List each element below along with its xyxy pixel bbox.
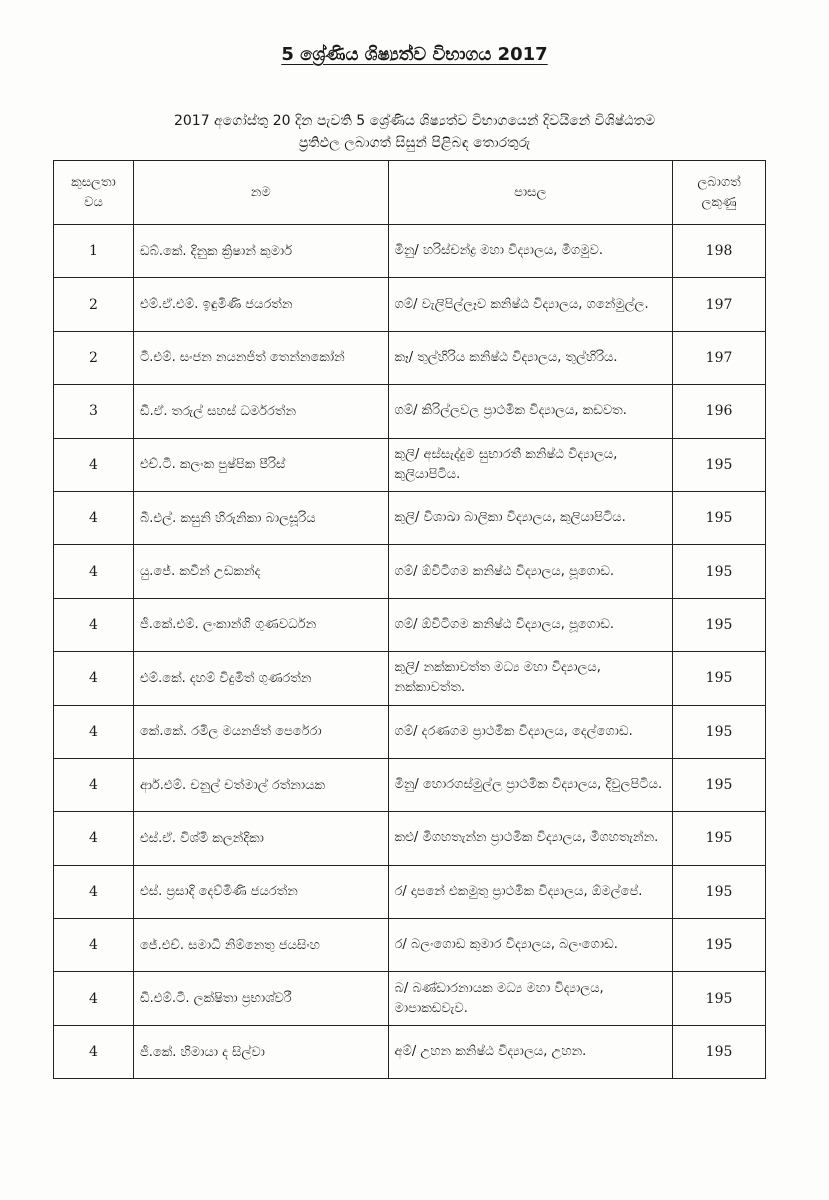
school-cell: ගම්/ දරණගම ප්‍රාථමික විද්‍යාලය, දෙල්ගොඩ. [388,705,673,758]
rank-cell: 4 [54,1025,134,1078]
header-rank-line-1: කුසලතා [71,174,116,190]
school-cell: කුලි/ අස්සැද්දුම සුභාරතී කනිෂ්ඨ විද්‍යාලය, කුලියාපිටිය. [388,438,673,491]
table-row [54,225,766,278]
marks-cell: 195 [673,812,766,865]
marks-cell: 195 [673,865,766,918]
rank-cell: 3 [54,385,134,438]
table-row [54,545,766,598]
header-school: පාසල [388,161,673,225]
table-row [54,385,766,438]
table-row [54,758,766,811]
results-table [53,160,766,1079]
school-cell: අම්/ උහන කනිෂ්ඨ විද්‍යාලය, උහන. [388,1025,673,1078]
name-cell: එම්.කේ. දහම් විදුමිත් ගුණරත්න [133,652,388,705]
header-rank-line-2: වය [84,194,103,210]
marks-cell: 195 [673,652,766,705]
school-cell: ර/ බලංගොඩ කුමාර විද්‍යාලය, බලංගොඩ. [388,919,673,972]
subtitle-line-1: 2017 අගෝස්තු 20 දින පැවති 5 ශ්‍රේණිය ශිෂ්‍යත්ව විභාගයෙන් දිවයිනේ විශිෂ්ඨතම [173,113,656,129]
table-row [54,705,766,758]
school-cell: බ/ බණ්ඩාරනායක මධ්‍ය මහා විද්‍යාලය, මාපාකඩවැව. [388,972,673,1025]
table-row [54,491,766,544]
header-marks [673,161,766,225]
rank-cell: 4 [54,865,134,918]
marks-cell: 195 [673,972,766,1025]
school-cell: ගම්/ වැලිපිල්ලෑව කනිෂ්ඨ විද්‍යාලය, ගනේමුල්ල. [388,278,673,331]
name-cell: ඩබ්.කේ. දිනුක ක්‍රිෂාන් කුමාර් [133,225,388,278]
table-row [54,652,766,705]
school-cell: කුලි/ විශාඛා බාලිකා විද්‍යාලය, කුලියාපිටිය. [388,491,673,544]
name-cell: ජී.කේ.එම්. ලංකාන්ගි ගුණවර්ධන [133,598,388,651]
header-marks-line-2: ලකුණු [701,194,737,210]
rank-cell: 2 [54,278,134,331]
name-cell: ආර්.එම්. චනුල් චත්මාල් රත්නායක [133,758,388,811]
name-cell: ඩී.එම්.ටී. ලක්ෂිතා ප්‍රභාශ්වරී [133,972,388,1025]
marks-cell: 195 [673,598,766,651]
rank-cell: 4 [54,919,134,972]
school-cell: ගම්/ ඕවිටිගම කනිෂ්ඨ විද්‍යාලය, පූගොඩ. [388,598,673,651]
rank-cell: 4 [54,545,134,598]
name-cell: බී.එල්. කසුනි හිරුනිකා බාලසූරිය [133,491,388,544]
school-cell: කළු/ මීගහතැන්න ප්‍රාථමික විද්‍යාලය, මීගහතැන්න. [388,812,673,865]
name-cell: එච්.ටී. කලංක පුෂ්පික පීරිස් [133,438,388,491]
rank-cell: 4 [54,705,134,758]
table-row [54,598,766,651]
school-cell: ර/ දාපනේ එකමුතු ප්‍රාථමික විද්‍යාලය, ඕමල්පේ. [388,865,673,918]
rank-cell: 4 [54,438,134,491]
table-row [54,972,766,1025]
rank-cell: 4 [54,491,134,544]
marks-cell: 195 [673,758,766,811]
header-name: නම [133,161,388,225]
rank-cell: 2 [54,331,134,384]
table-row [54,812,766,865]
name-cell: කේ.කේ. රමිල මයනජිත් පෙරේරා [133,705,388,758]
marks-cell: 195 [673,705,766,758]
name-cell: එස්. ප්‍රසාදි දෙව්මිණි ජයරත්න [133,865,388,918]
marks-cell: 198 [673,225,766,278]
table-row [54,438,766,491]
marks-cell: 197 [673,278,766,331]
school-cell: කුලි/ නක්කාවත්ත මධ්‍ය මහා විද්‍යාලය, නක්කාවත්ත. [388,652,673,705]
marks-cell: 195 [673,545,766,598]
rank-cell: 4 [54,812,134,865]
name-cell: ටී.එම්. සංජන නයනජිත් තෙන්නකෝන් [133,331,388,384]
table-row [54,919,766,972]
name-cell: යු.ජේ. කවීන් උඩකන්ද [133,545,388,598]
marks-cell: 195 [673,1025,766,1078]
rank-cell: 4 [54,972,134,1025]
marks-cell: 196 [673,385,766,438]
school-cell: ගම්/ ඕවිටිගම කනිෂ්ඨ විද්‍යාලය, පූගොඩ. [388,545,673,598]
school-cell: මිනු/ හරිස්චන්ද්‍ර මහා විද්‍යාලය, මීගමුව. [388,225,673,278]
document-title: 5 ශ්‍රේණිය ශිෂ්‍යත්ව විභාගය 2017 [281,44,548,65]
table-row [54,1025,766,1078]
rank-cell: 4 [54,758,134,811]
table-row [54,278,766,331]
school-cell: ගම්/ කිරිල්ලවල ප්‍රාථමික විද්‍යාලය, කඩවත. [388,385,673,438]
marks-cell: 197 [673,331,766,384]
marks-cell: 195 [673,438,766,491]
header-rank [54,161,134,225]
table-header-row [54,161,766,225]
name-cell: එම්.ඒ.එම්. ඉඳුමිණි ජයරත්න [133,278,388,331]
marks-cell: 195 [673,491,766,544]
rank-cell: 1 [54,225,134,278]
subtitle-line-2: ප්‍රතිඵල ලබාගත් සිසුන් පිළිබඳ තොරතුරු [298,135,531,151]
name-cell: එස්.ඒ. විශ්මි කලන්දිකා [133,812,388,865]
name-cell: ඩී.ඒ. තරුල් සහස් ධර්මරත්න [133,385,388,438]
header-marks-line-1: ලබාගත් [697,174,741,190]
name-cell: ජේ.එච්. සමාධි නිම්නෙතු ජයසිංහ [133,919,388,972]
name-cell: ජී.කේ. හිමායා ද සිල්වා [133,1025,388,1078]
table-row [54,865,766,918]
marks-cell: 195 [673,919,766,972]
school-cell: කෑ/ තුල්හිරිය කනිෂ්ඨ විද්‍යාලය, තුල්හිරිය. [388,331,673,384]
school-cell: මිනු/ හොරගස්මුල්ල ප්‍රාථමික විද්‍යාලය, දිවුලපිටිය. [388,758,673,811]
document-subtitle [60,110,769,154]
rank-cell: 4 [54,598,134,651]
table-row [54,331,766,384]
rank-cell: 4 [54,652,134,705]
